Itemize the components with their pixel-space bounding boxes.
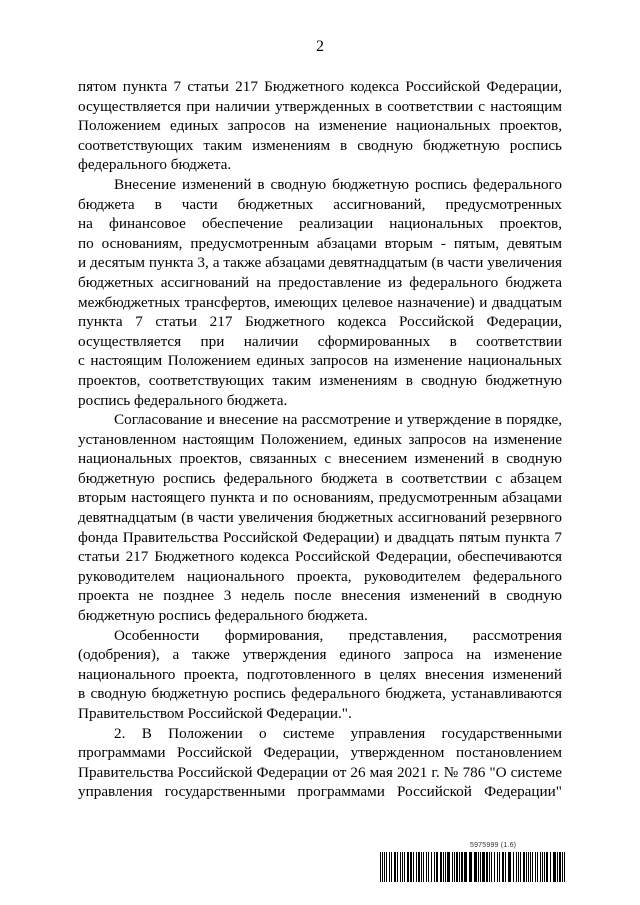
text-line: программами Российской Федерации, утвержденном постановлением (78, 744, 562, 762)
text-line: национального проекта, подготовленного в целях внесения изменений (78, 665, 562, 683)
text-line: проектов, соответствующих таким изменениям в сводную бюджетную (78, 371, 562, 389)
text-line: по основаниям, предусмотренным абзацами вторым - пятым, девятым (78, 234, 562, 252)
text-line: проекта не позднее 3 недель после внесения изменений в сводную (78, 587, 562, 605)
text-line: 2. В Положении о системе управления государственными (114, 724, 562, 742)
text-line: (одобрения), а также утверждения единого запроса на изменение (78, 646, 562, 664)
text-line: бюджетных ассигнований на предоставление из федерального бюджета (78, 273, 562, 291)
text-line: Правительством Российской Федерации.". (78, 705, 352, 722)
text-line: вторым настоящего пункта и по основаниям, предусмотренным абзацами (78, 489, 562, 507)
text-line: пункта 7 статьи 217 Бюджетного кодекса Российской Федерации, (78, 313, 562, 331)
text-line: руководителем национального проекта, руководителем федерального (78, 567, 562, 585)
text-line: Согласование и внесение на рассмотрение и утверждение в порядке, (114, 411, 562, 429)
text-line: Внесение изменений в сводную бюджетную роспись федерального (114, 175, 562, 193)
paragraph (78, 626, 562, 724)
paragraph (78, 410, 562, 626)
text-line: межбюджетных трансфертов, имеющих целевое назначение) и двадцатым (78, 293, 562, 311)
text-line: пятом пункта 7 статьи 217 Бюджетного кодекса Российской Федерации, (78, 78, 562, 95)
paragraph (78, 724, 562, 802)
page-number: 2 (316, 38, 324, 55)
text-line: Особенности формирования, представления, рассмотрения (114, 626, 562, 644)
text-line: бюджетную роспись федерального бюджета. (78, 607, 368, 625)
text-line: и десятым пункта 3, а также абзацами девятнадцатым (в части увеличения (78, 254, 562, 272)
paragraph (78, 175, 562, 410)
barcode-image (380, 852, 566, 882)
text-line: бюджета в части бюджетных ассигнований, предусмотренных (78, 195, 562, 213)
text-line: на финансовое обеспечение реализации национальных проектов, (78, 215, 562, 233)
text-line: девятнадцатым (в части увеличения бюджетных ассигнований резервного (78, 509, 562, 527)
text-line: осуществляется при наличии сформированных в соответствии (78, 332, 562, 350)
text-line: Правительства Российской Федерации от 26 мая 2021 г. № 786 "О системе (78, 763, 562, 781)
text-line: Положением единых запросов на изменение национальных проектов, (78, 117, 562, 135)
text-line: осуществляется при наличии утвержденных в соответствии с настоящим (78, 97, 562, 115)
document-body (78, 77, 562, 802)
text-line: статьи 217 Бюджетного кодекса Российской Федерации, обеспечиваются (78, 548, 562, 566)
text-line: фонда Правительства Российской Федерации) и двадцать пятым пункта 7 (78, 528, 562, 546)
text-line: бюджетную роспись федерального бюджета в соответствии с абзацем (78, 469, 562, 487)
text-line: установленном настоящим Положением, единых запросов на изменение (78, 430, 562, 448)
text-line: с настоящим Положением единых запросов на изменение национальных (78, 352, 562, 370)
text-line: в сводную бюджетную роспись федерального бюджета, устанавливаются (78, 685, 562, 703)
text-line: национальных проектов, связанных с внесением изменений в сводную (78, 450, 562, 468)
document-stamp: 5975999 (1.6) (470, 842, 517, 849)
text-line: управления государственными программами Российской Федерации" (78, 783, 562, 801)
paragraph (78, 77, 562, 175)
text-line: роспись федерального бюджета. (78, 391, 288, 409)
text-line: федерального бюджета. (78, 156, 232, 174)
text-line: соответствующих таким изменениям в сводную бюджетную роспись (78, 136, 562, 154)
